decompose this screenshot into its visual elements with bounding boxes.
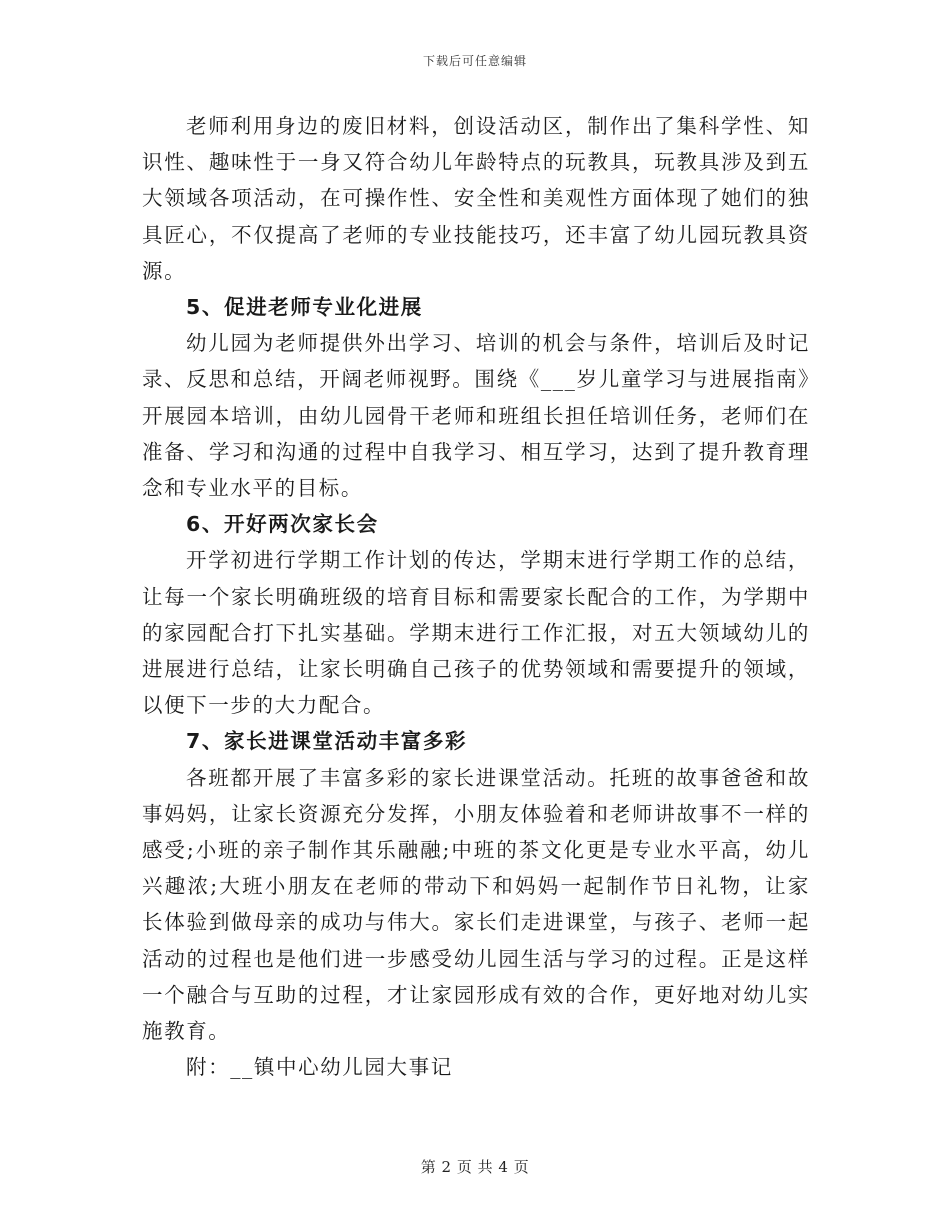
- section-heading-5: 5、促进老师专业化进展: [186, 295, 423, 320]
- paragraph-parents-classroom: 各班都开展了丰富多彩的家长进课堂活动。托班的故事爸爸和故事妈妈，让家长资源充分发挥，小朋友体验着和老师讲故事不一样的感受;小班的亲子制作其乐融融;中班的茶文化更是专业水平高，幼儿兴趣浓;大班小朋友在老师的带动下和妈妈一起制作节日礼物，让家长体验到做母亲的成功与伟大。家长们走进课堂，与孩子、老师一起活动的过程也是他们进一步感受幼儿园生活与学习的过程。正是这样一个融合与互助的过程，才让家园形成有效的合作，更好地对幼儿实施教育。: [142, 765, 810, 1044]
- page-header: 下载后可任意编辑: [422, 54, 527, 68]
- paragraph-training: 幼儿园为老师提供外出学习、培训的机会与条件，培训后及时记录、反思和总结，开阔老师视野。围绕《___岁儿童学习与进展指南》开展园本培训，由幼儿园骨干老师和班组长担任培训任务，老师们在准备、学习和沟通的过程中自我学习、相互学习，达到了提升教育理念和专业水平的目标。: [142, 331, 810, 501]
- document-body: [142, 108, 810, 1085]
- page-number: 第 2 页 共 4 页: [420, 1158, 530, 1176]
- section-heading-7: 7、家长进课堂活动丰富多彩: [186, 729, 468, 754]
- paragraph-appendix: 附：__镇中心幼儿园大事记: [186, 1055, 453, 1080]
- paragraph-materials: 老师利用身边的废旧材料，创设活动区，制作出了集科学性、知识性、趣味性于一身又符合幼儿年龄特点的玩教具，玩教具涉及到五大领域各项活动，在可操作性、安全性和美观性方面体现了她们的独具匠心，不仅提高了老师的专业技能技巧，还丰富了幼儿园玩教具资源。: [142, 114, 810, 283]
- paragraph-parent-meeting: 开学初进行学期工作计划的传达，学期末进行学期工作的总结，让每一个家长明确班级的培育目标和需要家长配合的工作，为学期中的家园配合打下扎实基础。学期末进行工作汇报，对五大领域幼儿的进展进行总结，让家长明确自己孩子的优势领域和需要提升的领域，以便下一步的大力配合。: [142, 548, 810, 718]
- section-heading-6: 6、开好两次家长会: [186, 512, 379, 537]
